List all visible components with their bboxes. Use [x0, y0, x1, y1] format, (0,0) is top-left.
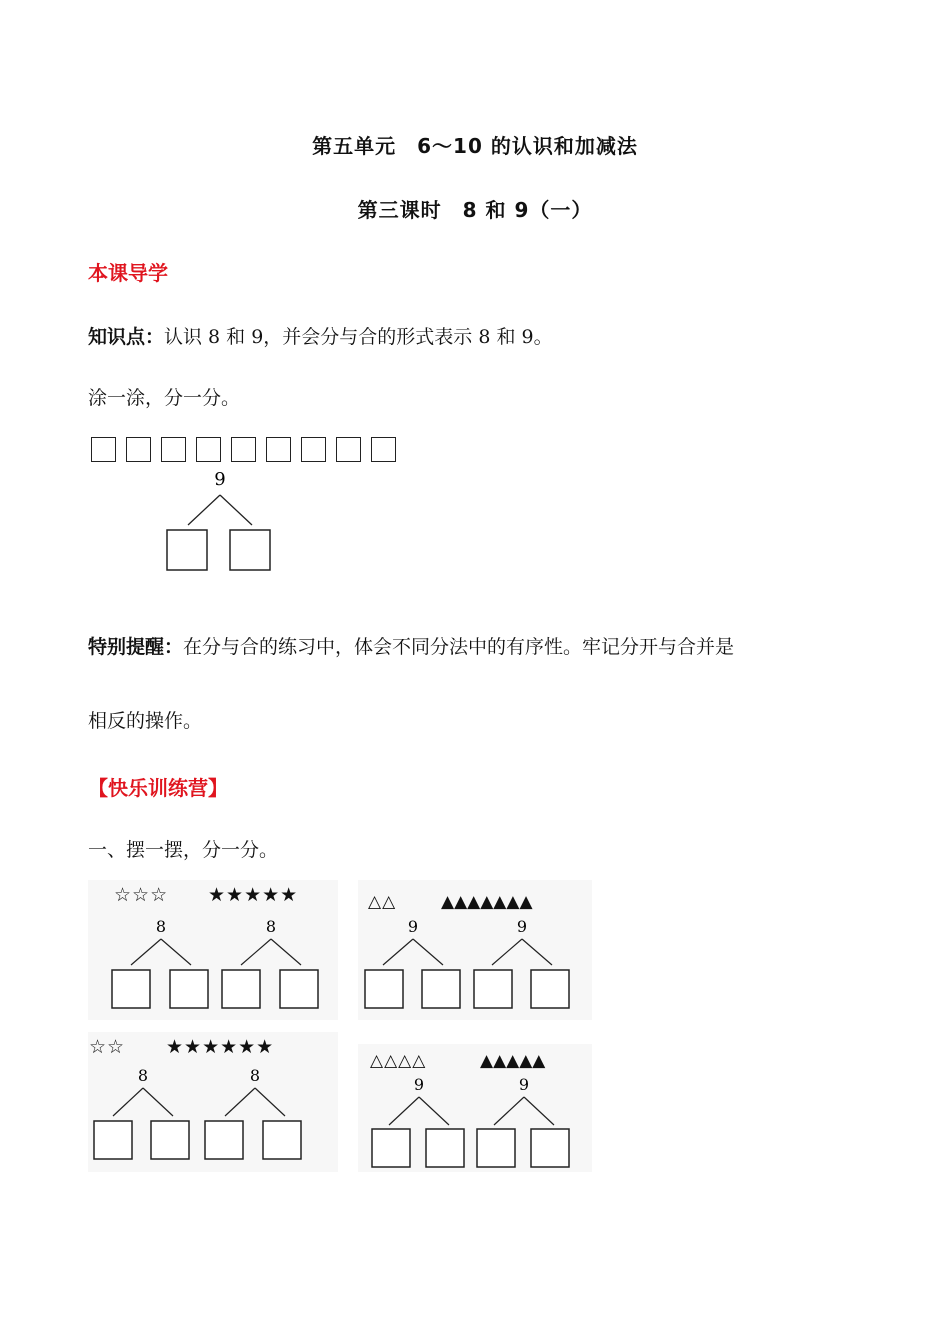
hollow-triangle-group: △△△△ [370, 1051, 427, 1071]
split-diagram-pair [82, 1061, 312, 1165]
answer-box[interactable] [170, 970, 208, 1008]
reminder-line-1 [88, 632, 734, 659]
activity-instruction: 涂一涂，分一分。 [88, 387, 241, 409]
answer-box[interactable] [372, 1129, 410, 1167]
unit-title: 第五单元 6～10 的认识和加减法 [312, 134, 638, 158]
answer-box[interactable] [531, 1129, 569, 1167]
coloring-box[interactable] [91, 437, 116, 462]
split-number: 8 [137, 1066, 149, 1085]
answer-box[interactable] [531, 970, 569, 1008]
knowledge-point [88, 322, 553, 349]
coloring-box[interactable] [301, 437, 326, 462]
answer-box[interactable] [112, 970, 150, 1008]
split-left-box[interactable] [167, 530, 207, 570]
solid-triangle-group: ▲▲▲▲▲▲▲ [441, 892, 533, 912]
coloring-box[interactable] [371, 437, 396, 462]
split-number: 8 [265, 917, 277, 936]
split-diagram-pair [356, 912, 586, 1012]
coloring-box[interactable] [231, 437, 256, 462]
lesson-title: 第三课时 8 和 9（一） [357, 198, 593, 222]
split-diagram [150, 462, 290, 576]
split-diagram-pair [362, 1070, 592, 1172]
guide-heading: 本课导学 [88, 261, 168, 285]
coloring-box[interactable] [266, 437, 291, 462]
answer-box[interactable] [151, 1121, 189, 1159]
answer-box[interactable] [205, 1121, 243, 1159]
split-diagram-pair [100, 912, 330, 1012]
answer-box[interactable] [474, 970, 512, 1008]
coloring-box[interactable] [126, 437, 151, 462]
coloring-box[interactable] [336, 437, 361, 462]
split-right-box[interactable] [230, 530, 270, 570]
answer-box[interactable] [422, 970, 460, 1008]
hollow-star-group: ☆☆ [89, 1036, 126, 1058]
hollow-star-group: ☆☆☆ [114, 884, 169, 906]
split-number: 8 [155, 917, 167, 936]
answer-box[interactable] [365, 970, 403, 1008]
split-number: 9 [407, 917, 419, 936]
question-1: 一、摆一摆，分一分。 [88, 839, 279, 861]
reminder-label: 特别提醒： [88, 636, 184, 658]
split-number: 9 [518, 1075, 530, 1094]
hollow-triangle-group: △△ [368, 892, 397, 912]
answer-box[interactable] [280, 970, 318, 1008]
answer-box[interactable] [94, 1121, 132, 1159]
answer-box[interactable] [426, 1129, 464, 1167]
knowledge-text: 认识 8 和 9，并会分与合的形式表示 8 和 9。 [164, 326, 553, 348]
split-number: 9 [214, 469, 226, 490]
split-number: 9 [413, 1075, 425, 1094]
knowledge-label: 知识点： [88, 326, 165, 348]
answer-box[interactable] [477, 1129, 515, 1167]
coloring-box[interactable] [161, 437, 186, 462]
reminder-line-2: 相反的操作。 [88, 710, 203, 732]
solid-triangle-group: ▲▲▲▲▲ [480, 1051, 546, 1071]
split-number: 8 [249, 1066, 261, 1085]
answer-box[interactable] [222, 970, 260, 1008]
solid-star-group: ★★★★★ [208, 884, 299, 906]
answer-box[interactable] [263, 1121, 301, 1159]
reminder-text-1: 在分与合的练习中，体会不同分法中的有序性。牢记分开与合并是 [183, 636, 735, 658]
practice-heading: 【快乐训练营】 [88, 776, 228, 800]
coloring-box[interactable] [196, 437, 221, 462]
solid-star-group: ★★★★★★ [166, 1036, 275, 1058]
split-number: 9 [516, 917, 528, 936]
